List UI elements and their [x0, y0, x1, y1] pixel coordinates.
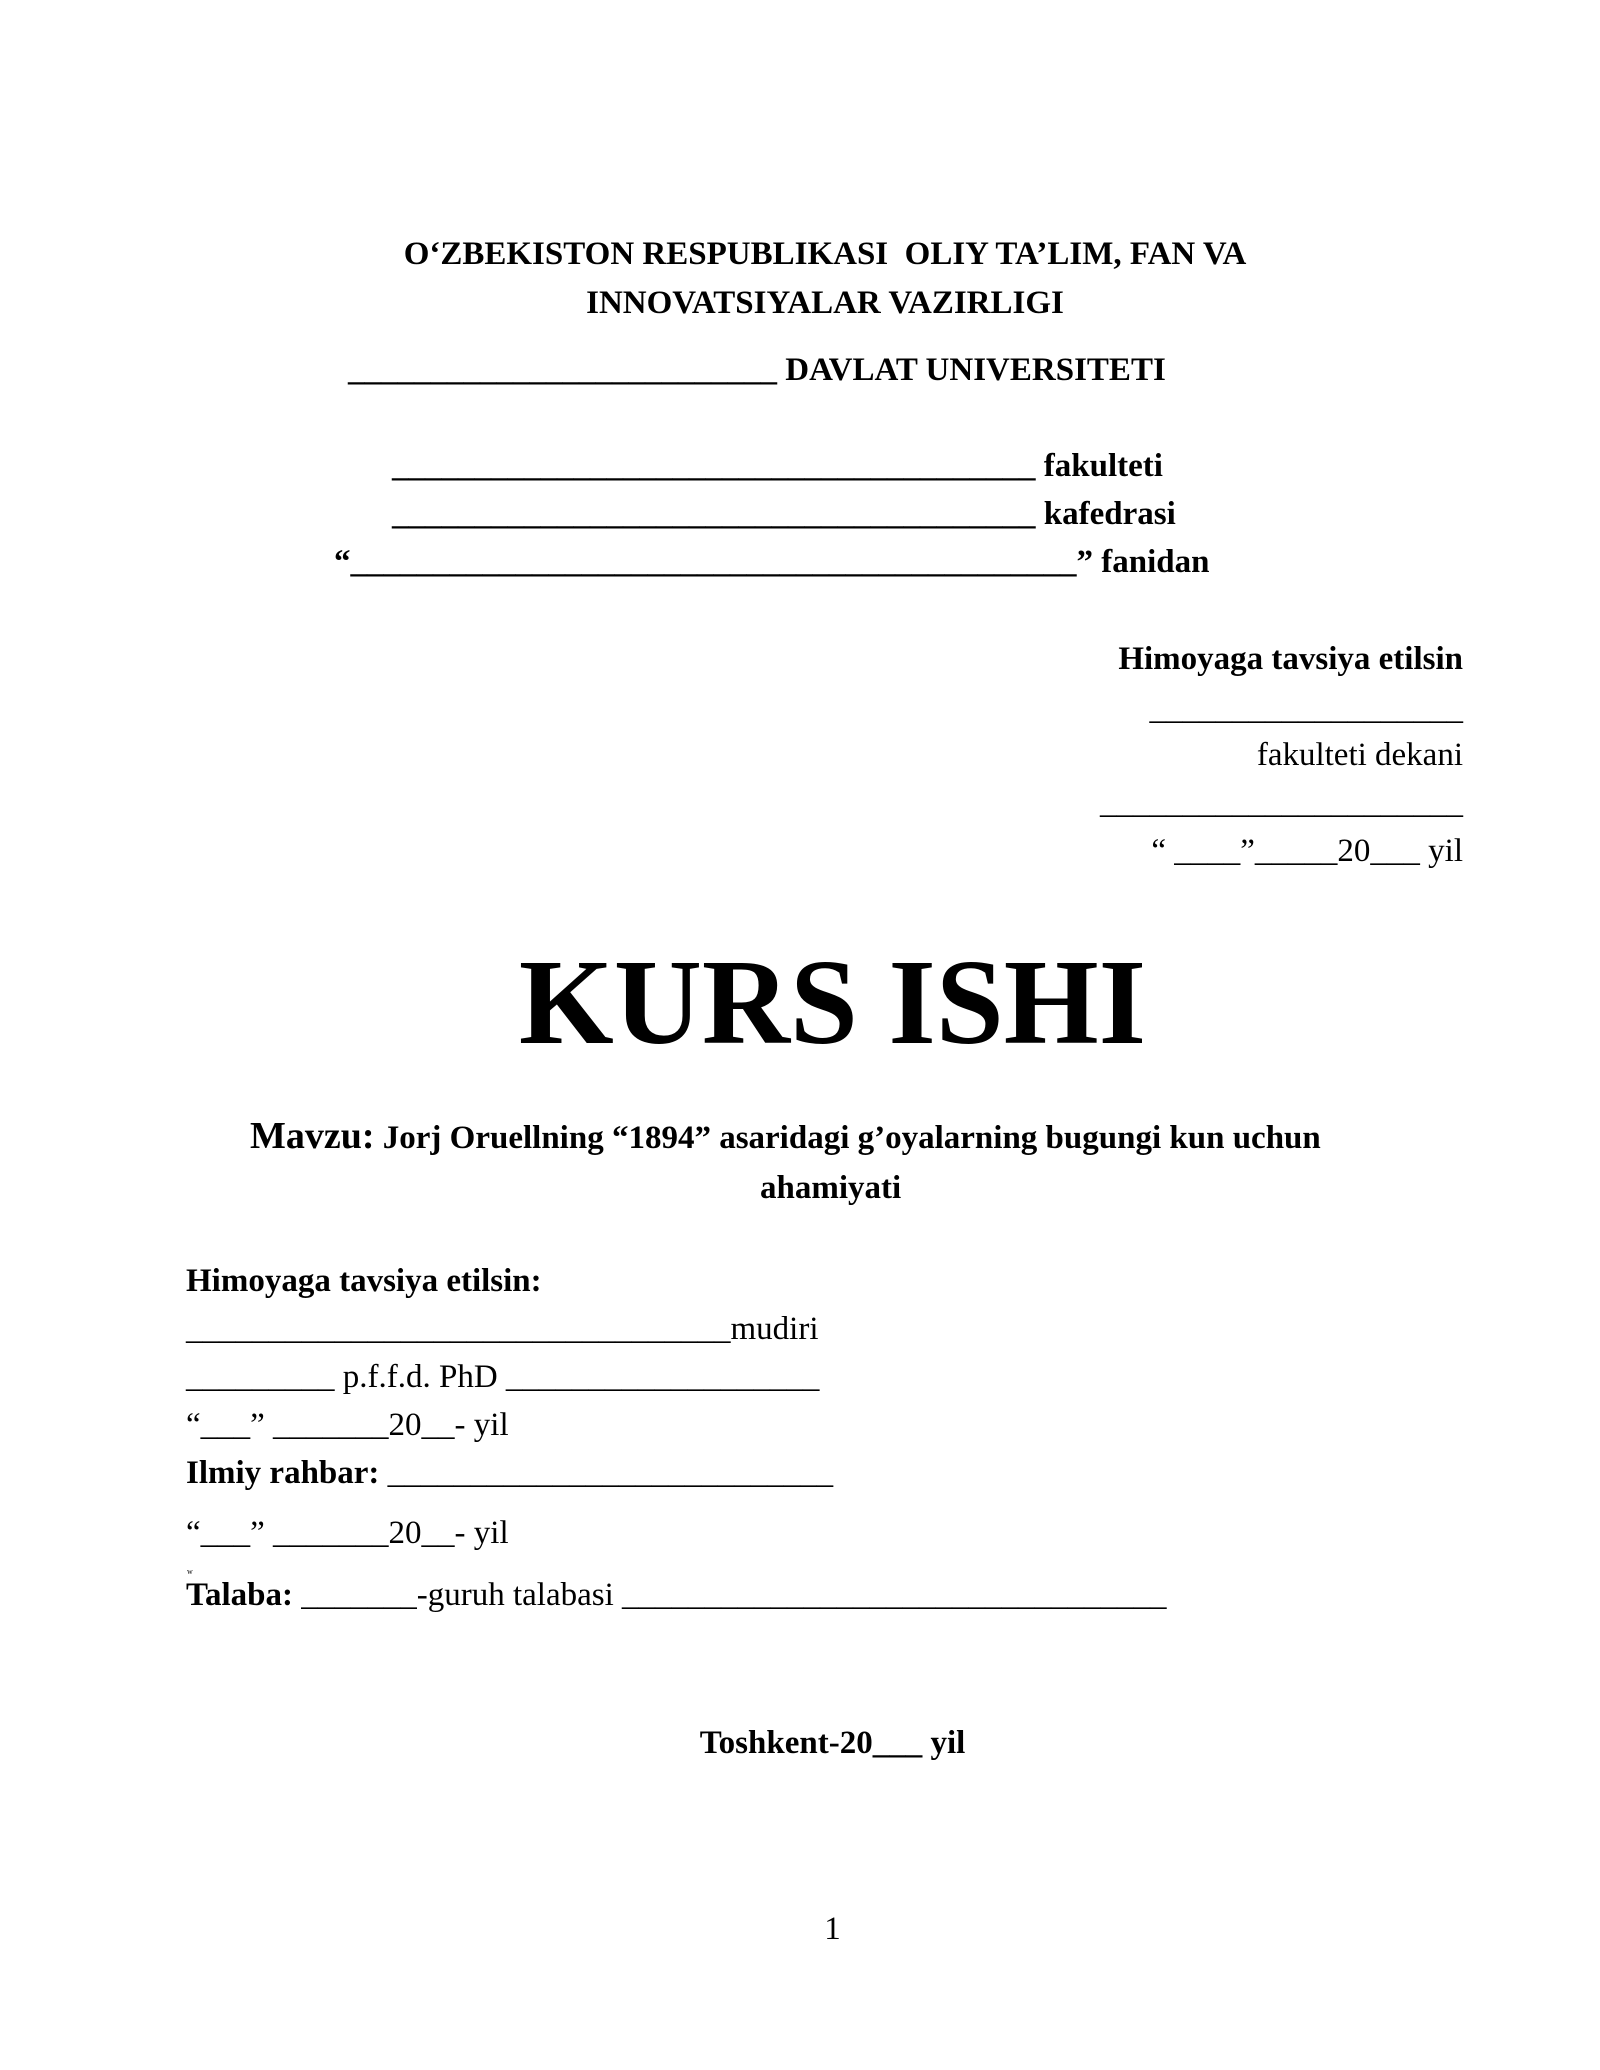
ministry-line-1: O‘ZBEKISTON RESPUBLIKASI OLIY TA’LIM, FAN VA — [403, 236, 1247, 272]
degree-line: _________ p.f.f.d. PhD ___________________ — [186, 1359, 820, 1395]
approval-name-line: ______________________ — [1100, 785, 1463, 821]
defense-date-line: “___” _______20__- yil — [186, 1407, 509, 1443]
advisor-date-line: “___” _______20__- yil — [186, 1515, 509, 1551]
student-group-line: _______-guruh talabasi _________________________________ — [293, 1577, 1167, 1613]
subject-line: “____________________________________________” fanidan — [334, 544, 1210, 580]
approval-heading: Himoyaga tavsiya etilsin — [1118, 641, 1463, 677]
student-line — [186, 1579, 1167, 1612]
advisor-signature-line: ___________________________ — [379, 1455, 834, 1491]
topic-line-2: ahamiyati — [760, 1170, 902, 1206]
city-year: Toshkent-20___ yil — [699, 1725, 966, 1761]
ministry-line-2: INNOVATSIYALAR VAZIRLIGI — [586, 285, 1064, 321]
student-label: Talaba: — [186, 1577, 293, 1613]
advisor-label: Ilmiy rahbar: — [186, 1455, 380, 1491]
university-line: __________________________ DAVLAT UNIVERSITETI — [348, 352, 1166, 388]
topic-text-1: Jorj Oruellning “1894” asaridagi g’oyalarning bugungi kun uchun — [374, 1120, 1321, 1156]
topic-line-1 — [250, 1117, 1321, 1155]
dean-label: fakulteti dekani — [1256, 737, 1463, 773]
page-number: 1 — [824, 1911, 841, 1947]
advisor-line — [186, 1457, 833, 1490]
department-line: _______________________________________ kafedrasi — [392, 496, 1176, 532]
faculty-line: _______________________________________ fakulteti — [392, 448, 1163, 484]
approval-signature-line: ___________________ — [1149, 691, 1463, 727]
approval-date-line: “ ____”_____20___ yil — [1151, 833, 1463, 869]
document-title: KURS ISHI — [518, 935, 1147, 1070]
department-head-line: _________________________________mudiri — [186, 1311, 819, 1347]
defense-heading: Himoyaga tavsiya etilsin: — [186, 1263, 542, 1299]
stray-mark: w — [187, 1567, 193, 1576]
topic-label: Mavzu: — [250, 1115, 375, 1157]
